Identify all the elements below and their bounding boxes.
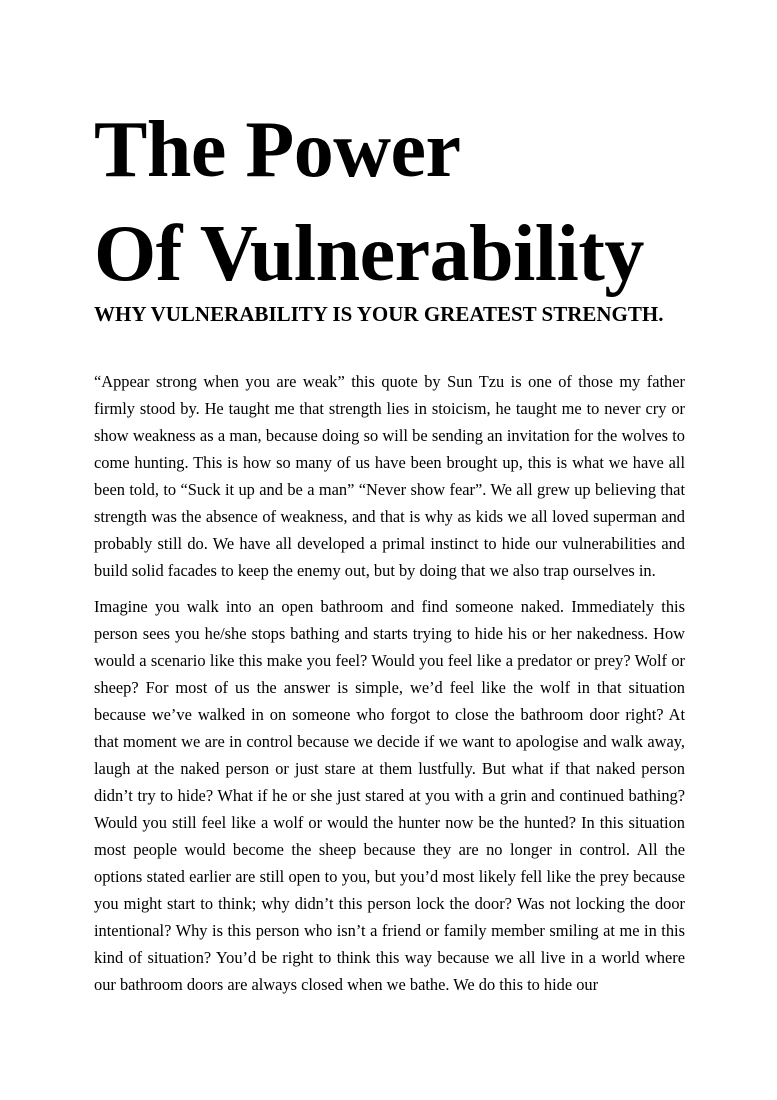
- document-title: [94, 98, 714, 306]
- title-line-1: The Power: [94, 106, 461, 194]
- document-subtitle: WHY VULNERABILITY IS YOUR GREATEST STRENGTH.: [94, 302, 664, 326]
- document-body: [94, 368, 685, 1007]
- title-line-2: Of Vulnerability: [94, 210, 644, 298]
- paragraph-2: Imagine you walk into an open bathroom and find someone naked. Immediately this person sees you he/she stops bathing and starts trying to hide his or her nakedness. How would a scenario like this make you feel? Would you feel like a predator or prey? Wolf or sheep? For most of us the answer is simple, we’d feel like the wolf in that situation because we’ve walked in on someone who forgot to close the bathroom door right? At that moment we are in control because we decide if we want to apologise and walk away, laugh at the naked person or just stare at them lustfully. But what if that naked person didn’t try to hide? What if he or she just stared at you with a grin and continued bathing? Would you still feel like a wolf or would the hunter now be the hunted? In this situation most people would become the sheep because they are no longer in control. All the options stated earlier are still open to you, but you’d most likely fell like the prey because you might start to think; why didn’t this person lock the door? Was not locking the door intentional? Why is this person who isn’t a friend or family member smiling at me in this kind of situation? You’d be right to think this way because we all live in a world where our bathroom doors are always closed when we bathe. We do this to hide our: [94, 597, 685, 994]
- paragraph-1: “Appear strong when you are weak” this quote by Sun Tzu is one of those my father firmly stood by. He taught me that strength lies in stoicism, he taught me to never cry or show weakness as a man, because doing so will be sending an invitation for the wolves to come hunting. This is how so many of us have been brought up, this is what we have all been told, to “Suck it up and be a man” “Never show fear”. We all grew up believing that strength was the absence of weakness, and that is why as kids we all loved superman and probably still do. We have all developed a primal instinct to hide our vulnerabilities and build solid facades to keep the enemy out, but by doing that we also trap ourselves in.: [94, 372, 685, 580]
